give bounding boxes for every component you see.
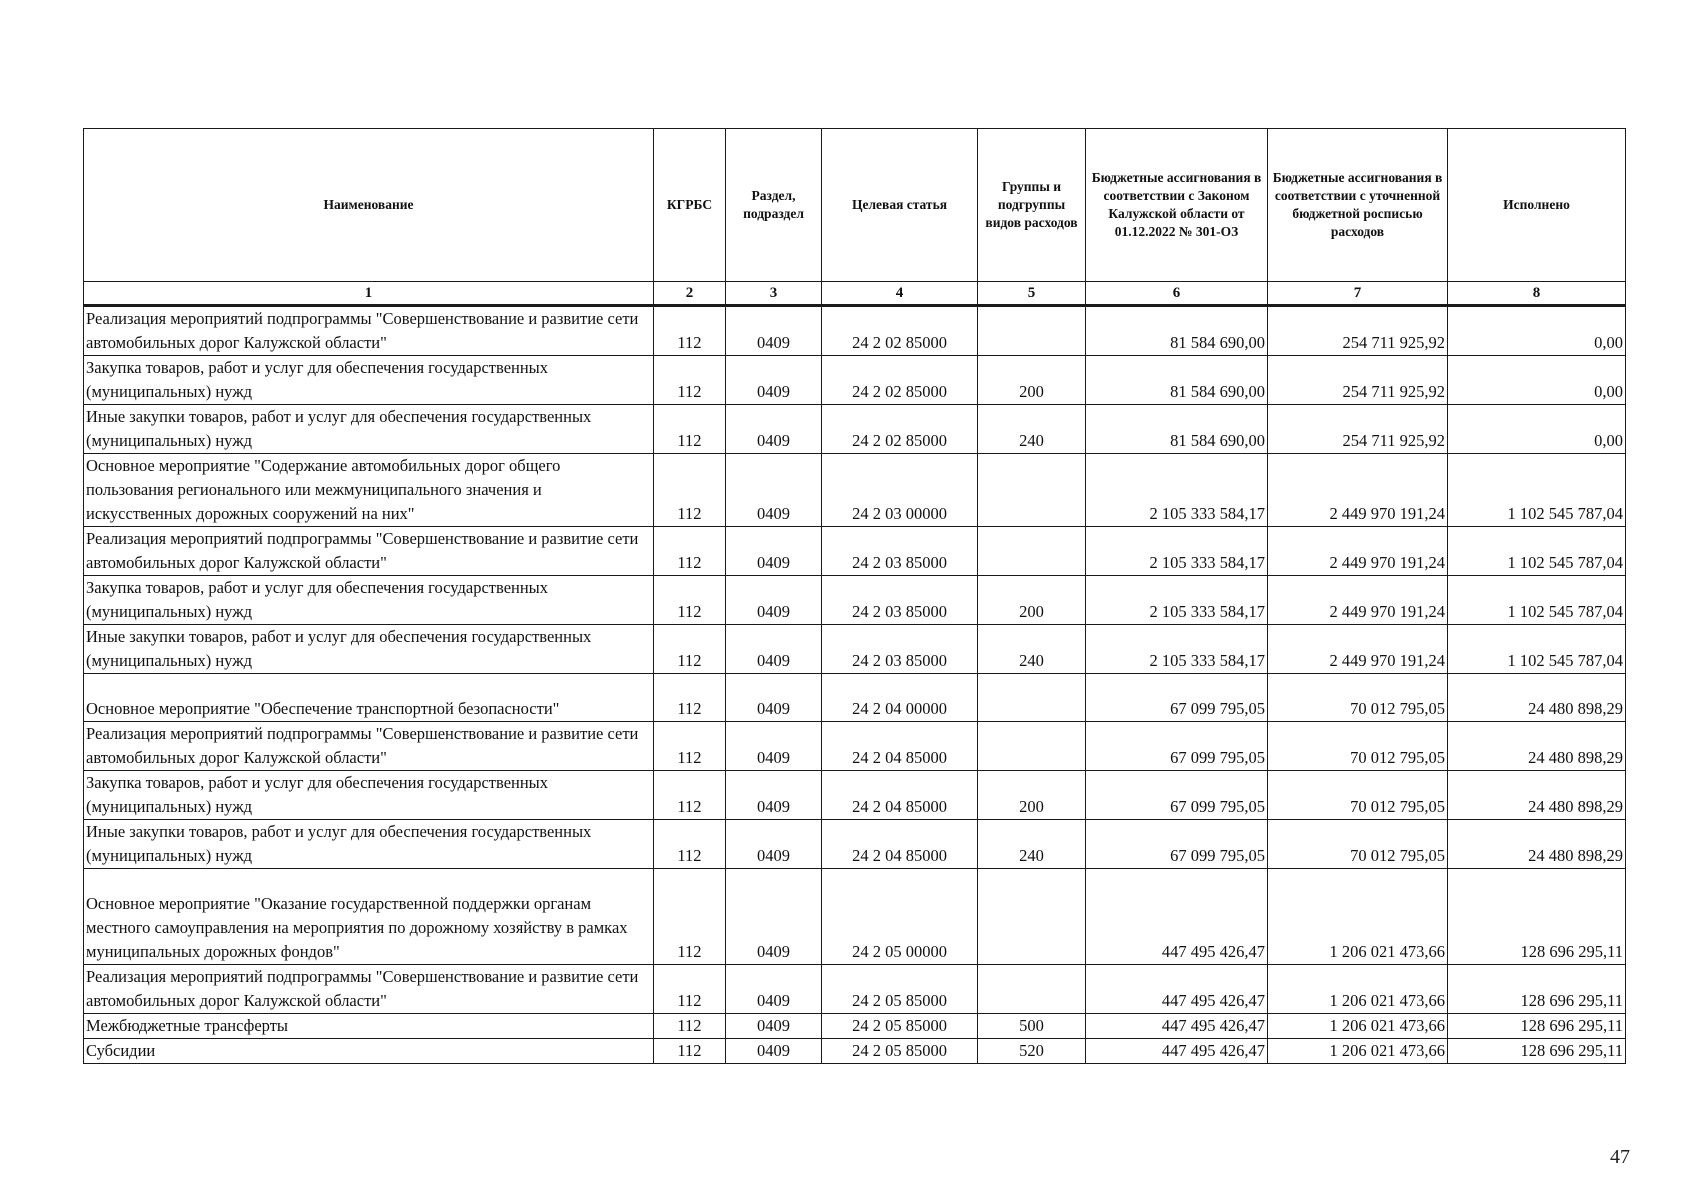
row-expense-group	[978, 527, 1086, 576]
row-law-amount: 67 099 795,05	[1086, 820, 1268, 869]
row-executed-amount: 1 102 545 787,04	[1448, 576, 1626, 625]
column-header-target-article: Целевая статья	[822, 129, 978, 282]
row-executed-amount: 24 480 898,29	[1448, 674, 1626, 722]
row-refined-amount: 1 206 021 473,66	[1268, 869, 1448, 965]
row-law-amount: 2 105 333 584,17	[1086, 454, 1268, 527]
row-target-article: 24 2 03 85000	[822, 625, 978, 674]
row-refined-amount: 254 711 925,92	[1268, 306, 1448, 356]
column-number: 2	[654, 282, 726, 306]
row-target-article: 24 2 04 85000	[822, 820, 978, 869]
column-header-name: Наименование	[84, 129, 654, 282]
row-name: Основное мероприятие "Оказание государственной поддержки органам местного самоуправления на мероприятия по дорожному хозяйству в рамках муниципальных дорожных фондов"	[84, 869, 654, 965]
row-executed-amount: 24 480 898,29	[1448, 820, 1626, 869]
row-expense-group: 240	[978, 820, 1086, 869]
column-header-executed: Исполнено	[1448, 129, 1626, 282]
column-number-row	[84, 282, 1626, 306]
row-executed-amount: 128 696 295,11	[1448, 869, 1626, 965]
row-target-article: 24 2 04 85000	[822, 771, 978, 820]
row-expense-group: 520	[978, 1039, 1086, 1064]
row-section: 0409	[726, 306, 822, 356]
column-header-kgrbs: КГРБС	[654, 129, 726, 282]
row-executed-amount: 0,00	[1448, 356, 1626, 405]
row-refined-amount: 70 012 795,05	[1268, 771, 1448, 820]
row-refined-amount: 70 012 795,05	[1268, 820, 1448, 869]
table-row	[84, 771, 1626, 820]
row-name: Субсидии	[84, 1039, 654, 1064]
row-executed-amount: 0,00	[1448, 306, 1626, 356]
row-expense-group	[978, 454, 1086, 527]
page-number: 47	[1610, 1146, 1630, 1168]
row-law-amount: 447 495 426,47	[1086, 1039, 1268, 1064]
row-kgrbs: 112	[654, 576, 726, 625]
row-name: Реализация мероприятий подпрограммы "Совершенствование и развитие сети автомобильных дорог Калужской области"	[84, 527, 654, 576]
row-name: Межбюджетные трансферты	[84, 1014, 654, 1039]
row-kgrbs: 112	[654, 306, 726, 356]
row-section: 0409	[726, 674, 822, 722]
row-law-amount: 81 584 690,00	[1086, 405, 1268, 454]
row-section: 0409	[726, 356, 822, 405]
row-name: Реализация мероприятий подпрограммы "Совершенствование и развитие сети автомобильных дорог Калужской области"	[84, 306, 654, 356]
row-target-article: 24 2 03 00000	[822, 454, 978, 527]
row-section: 0409	[726, 771, 822, 820]
row-executed-amount: 128 696 295,11	[1448, 1039, 1626, 1064]
row-kgrbs: 112	[654, 771, 726, 820]
row-refined-amount: 2 449 970 191,24	[1268, 576, 1448, 625]
row-expense-group: 240	[978, 625, 1086, 674]
row-section: 0409	[726, 965, 822, 1014]
row-section: 0409	[726, 1039, 822, 1064]
table-row	[84, 405, 1626, 454]
row-executed-amount: 24 480 898,29	[1448, 771, 1626, 820]
row-law-amount: 81 584 690,00	[1086, 356, 1268, 405]
row-executed-amount: 128 696 295,11	[1448, 1014, 1626, 1039]
row-law-amount: 447 495 426,47	[1086, 869, 1268, 965]
row-name: Иные закупки товаров, работ и услуг для обеспечения государственных (муниципальных) нужд	[84, 625, 654, 674]
column-number: 5	[978, 282, 1086, 306]
row-refined-amount: 254 711 925,92	[1268, 405, 1448, 454]
table-row	[84, 722, 1626, 771]
column-number: 6	[1086, 282, 1268, 306]
row-name: Реализация мероприятий подпрограммы "Совершенствование и развитие сети автомобильных дорог Калужской области"	[84, 722, 654, 771]
row-expense-group: 200	[978, 356, 1086, 405]
table-row	[84, 576, 1626, 625]
row-refined-amount: 2 449 970 191,24	[1268, 454, 1448, 527]
row-executed-amount: 24 480 898,29	[1448, 722, 1626, 771]
table-row	[84, 869, 1626, 965]
row-refined-amount: 2 449 970 191,24	[1268, 527, 1448, 576]
row-law-amount: 2 105 333 584,17	[1086, 527, 1268, 576]
row-name: Реализация мероприятий подпрограммы "Совершенствование и развитие сети автомобильных дорог Калужской области"	[84, 965, 654, 1014]
table-body	[84, 306, 1626, 1064]
row-section: 0409	[726, 454, 822, 527]
row-name: Основное мероприятие "Содержание автомобильных дорог общего пользования регионального или межмуниципального значения и искусственных дорожных сооружений на них"	[84, 454, 654, 527]
row-executed-amount: 1 102 545 787,04	[1448, 625, 1626, 674]
row-target-article: 24 2 05 85000	[822, 1014, 978, 1039]
row-expense-group	[978, 965, 1086, 1014]
row-refined-amount: 254 711 925,92	[1268, 356, 1448, 405]
row-name: Закупка товаров, работ и услуг для обеспечения государственных (муниципальных) нужд	[84, 576, 654, 625]
row-kgrbs: 112	[654, 1014, 726, 1039]
row-section: 0409	[726, 722, 822, 771]
row-kgrbs: 112	[654, 1039, 726, 1064]
row-name: Иные закупки товаров, работ и услуг для обеспечения государственных (муниципальных) нужд	[84, 405, 654, 454]
row-target-article: 24 2 04 85000	[822, 722, 978, 771]
row-expense-group: 240	[978, 405, 1086, 454]
row-law-amount: 67 099 795,05	[1086, 722, 1268, 771]
column-header-refined-allocations: Бюджетные ассигнования в соответствии с уточненной бюджетной росписью расходов	[1268, 129, 1448, 282]
table-row	[84, 674, 1626, 722]
row-kgrbs: 112	[654, 674, 726, 722]
row-expense-group: 500	[978, 1014, 1086, 1039]
table-row	[84, 454, 1626, 527]
row-executed-amount: 128 696 295,11	[1448, 965, 1626, 1014]
column-header-law-allocations: Бюджетные ассигнования в соответствии с Законом Калужской области от 01.12.2022 № 301-ОЗ	[1086, 129, 1268, 282]
table-row	[84, 625, 1626, 674]
row-law-amount: 2 105 333 584,17	[1086, 576, 1268, 625]
column-header-expense-groups: Группы и подгруппы видов расходов	[978, 129, 1086, 282]
column-number: 3	[726, 282, 822, 306]
row-refined-amount: 70 012 795,05	[1268, 722, 1448, 771]
row-section: 0409	[726, 820, 822, 869]
row-name: Иные закупки товаров, работ и услуг для обеспечения государственных (муниципальных) нужд	[84, 820, 654, 869]
row-target-article: 24 2 03 85000	[822, 576, 978, 625]
row-section: 0409	[726, 527, 822, 576]
table-row	[84, 965, 1626, 1014]
row-name: Основное мероприятие "Обеспечение транспортной безопасности"	[84, 674, 654, 722]
row-refined-amount: 70 012 795,05	[1268, 674, 1448, 722]
row-kgrbs: 112	[654, 356, 726, 405]
row-expense-group: 200	[978, 576, 1086, 625]
row-expense-group	[978, 869, 1086, 965]
column-number: 7	[1268, 282, 1448, 306]
table-row	[84, 1039, 1626, 1064]
budget-execution-table	[83, 128, 1626, 1064]
row-kgrbs: 112	[654, 965, 726, 1014]
column-number: 8	[1448, 282, 1626, 306]
table-row	[84, 1014, 1626, 1039]
row-target-article: 24 2 04 00000	[822, 674, 978, 722]
row-target-article: 24 2 02 85000	[822, 306, 978, 356]
row-refined-amount: 2 449 970 191,24	[1268, 625, 1448, 674]
row-kgrbs: 112	[654, 869, 726, 965]
header-row	[84, 129, 1626, 282]
row-refined-amount: 1 206 021 473,66	[1268, 965, 1448, 1014]
row-kgrbs: 112	[654, 820, 726, 869]
row-target-article: 24 2 05 85000	[822, 1039, 978, 1064]
row-kgrbs: 112	[654, 527, 726, 576]
row-refined-amount: 1 206 021 473,66	[1268, 1039, 1448, 1064]
row-executed-amount: 0,00	[1448, 405, 1626, 454]
row-name: Закупка товаров, работ и услуг для обеспечения государственных (муниципальных) нужд	[84, 771, 654, 820]
row-target-article: 24 2 02 85000	[822, 405, 978, 454]
table-row	[84, 306, 1626, 356]
row-law-amount: 447 495 426,47	[1086, 1014, 1268, 1039]
table-row	[84, 527, 1626, 576]
row-executed-amount: 1 102 545 787,04	[1448, 454, 1626, 527]
row-executed-amount: 1 102 545 787,04	[1448, 527, 1626, 576]
row-kgrbs: 112	[654, 625, 726, 674]
row-section: 0409	[726, 625, 822, 674]
table-row	[84, 356, 1626, 405]
row-expense-group: 200	[978, 771, 1086, 820]
row-expense-group	[978, 674, 1086, 722]
row-kgrbs: 112	[654, 722, 726, 771]
row-law-amount: 81 584 690,00	[1086, 306, 1268, 356]
row-target-article: 24 2 03 85000	[822, 527, 978, 576]
row-law-amount: 67 099 795,05	[1086, 674, 1268, 722]
table-row	[84, 820, 1626, 869]
row-target-article: 24 2 02 85000	[822, 356, 978, 405]
row-target-article: 24 2 05 00000	[822, 869, 978, 965]
row-expense-group	[978, 306, 1086, 356]
row-refined-amount: 1 206 021 473,66	[1268, 1014, 1448, 1039]
column-number: 4	[822, 282, 978, 306]
row-law-amount: 447 495 426,47	[1086, 965, 1268, 1014]
row-kgrbs: 112	[654, 405, 726, 454]
row-section: 0409	[726, 576, 822, 625]
row-kgrbs: 112	[654, 454, 726, 527]
row-law-amount: 67 099 795,05	[1086, 771, 1268, 820]
row-law-amount: 2 105 333 584,17	[1086, 625, 1268, 674]
row-name: Закупка товаров, работ и услуг для обеспечения государственных (муниципальных) нужд	[84, 356, 654, 405]
row-section: 0409	[726, 1014, 822, 1039]
column-header-section: Раздел, подраздел	[726, 129, 822, 282]
row-target-article: 24 2 05 85000	[822, 965, 978, 1014]
row-section: 0409	[726, 405, 822, 454]
row-section: 0409	[726, 869, 822, 965]
column-number: 1	[84, 282, 654, 306]
row-expense-group	[978, 722, 1086, 771]
